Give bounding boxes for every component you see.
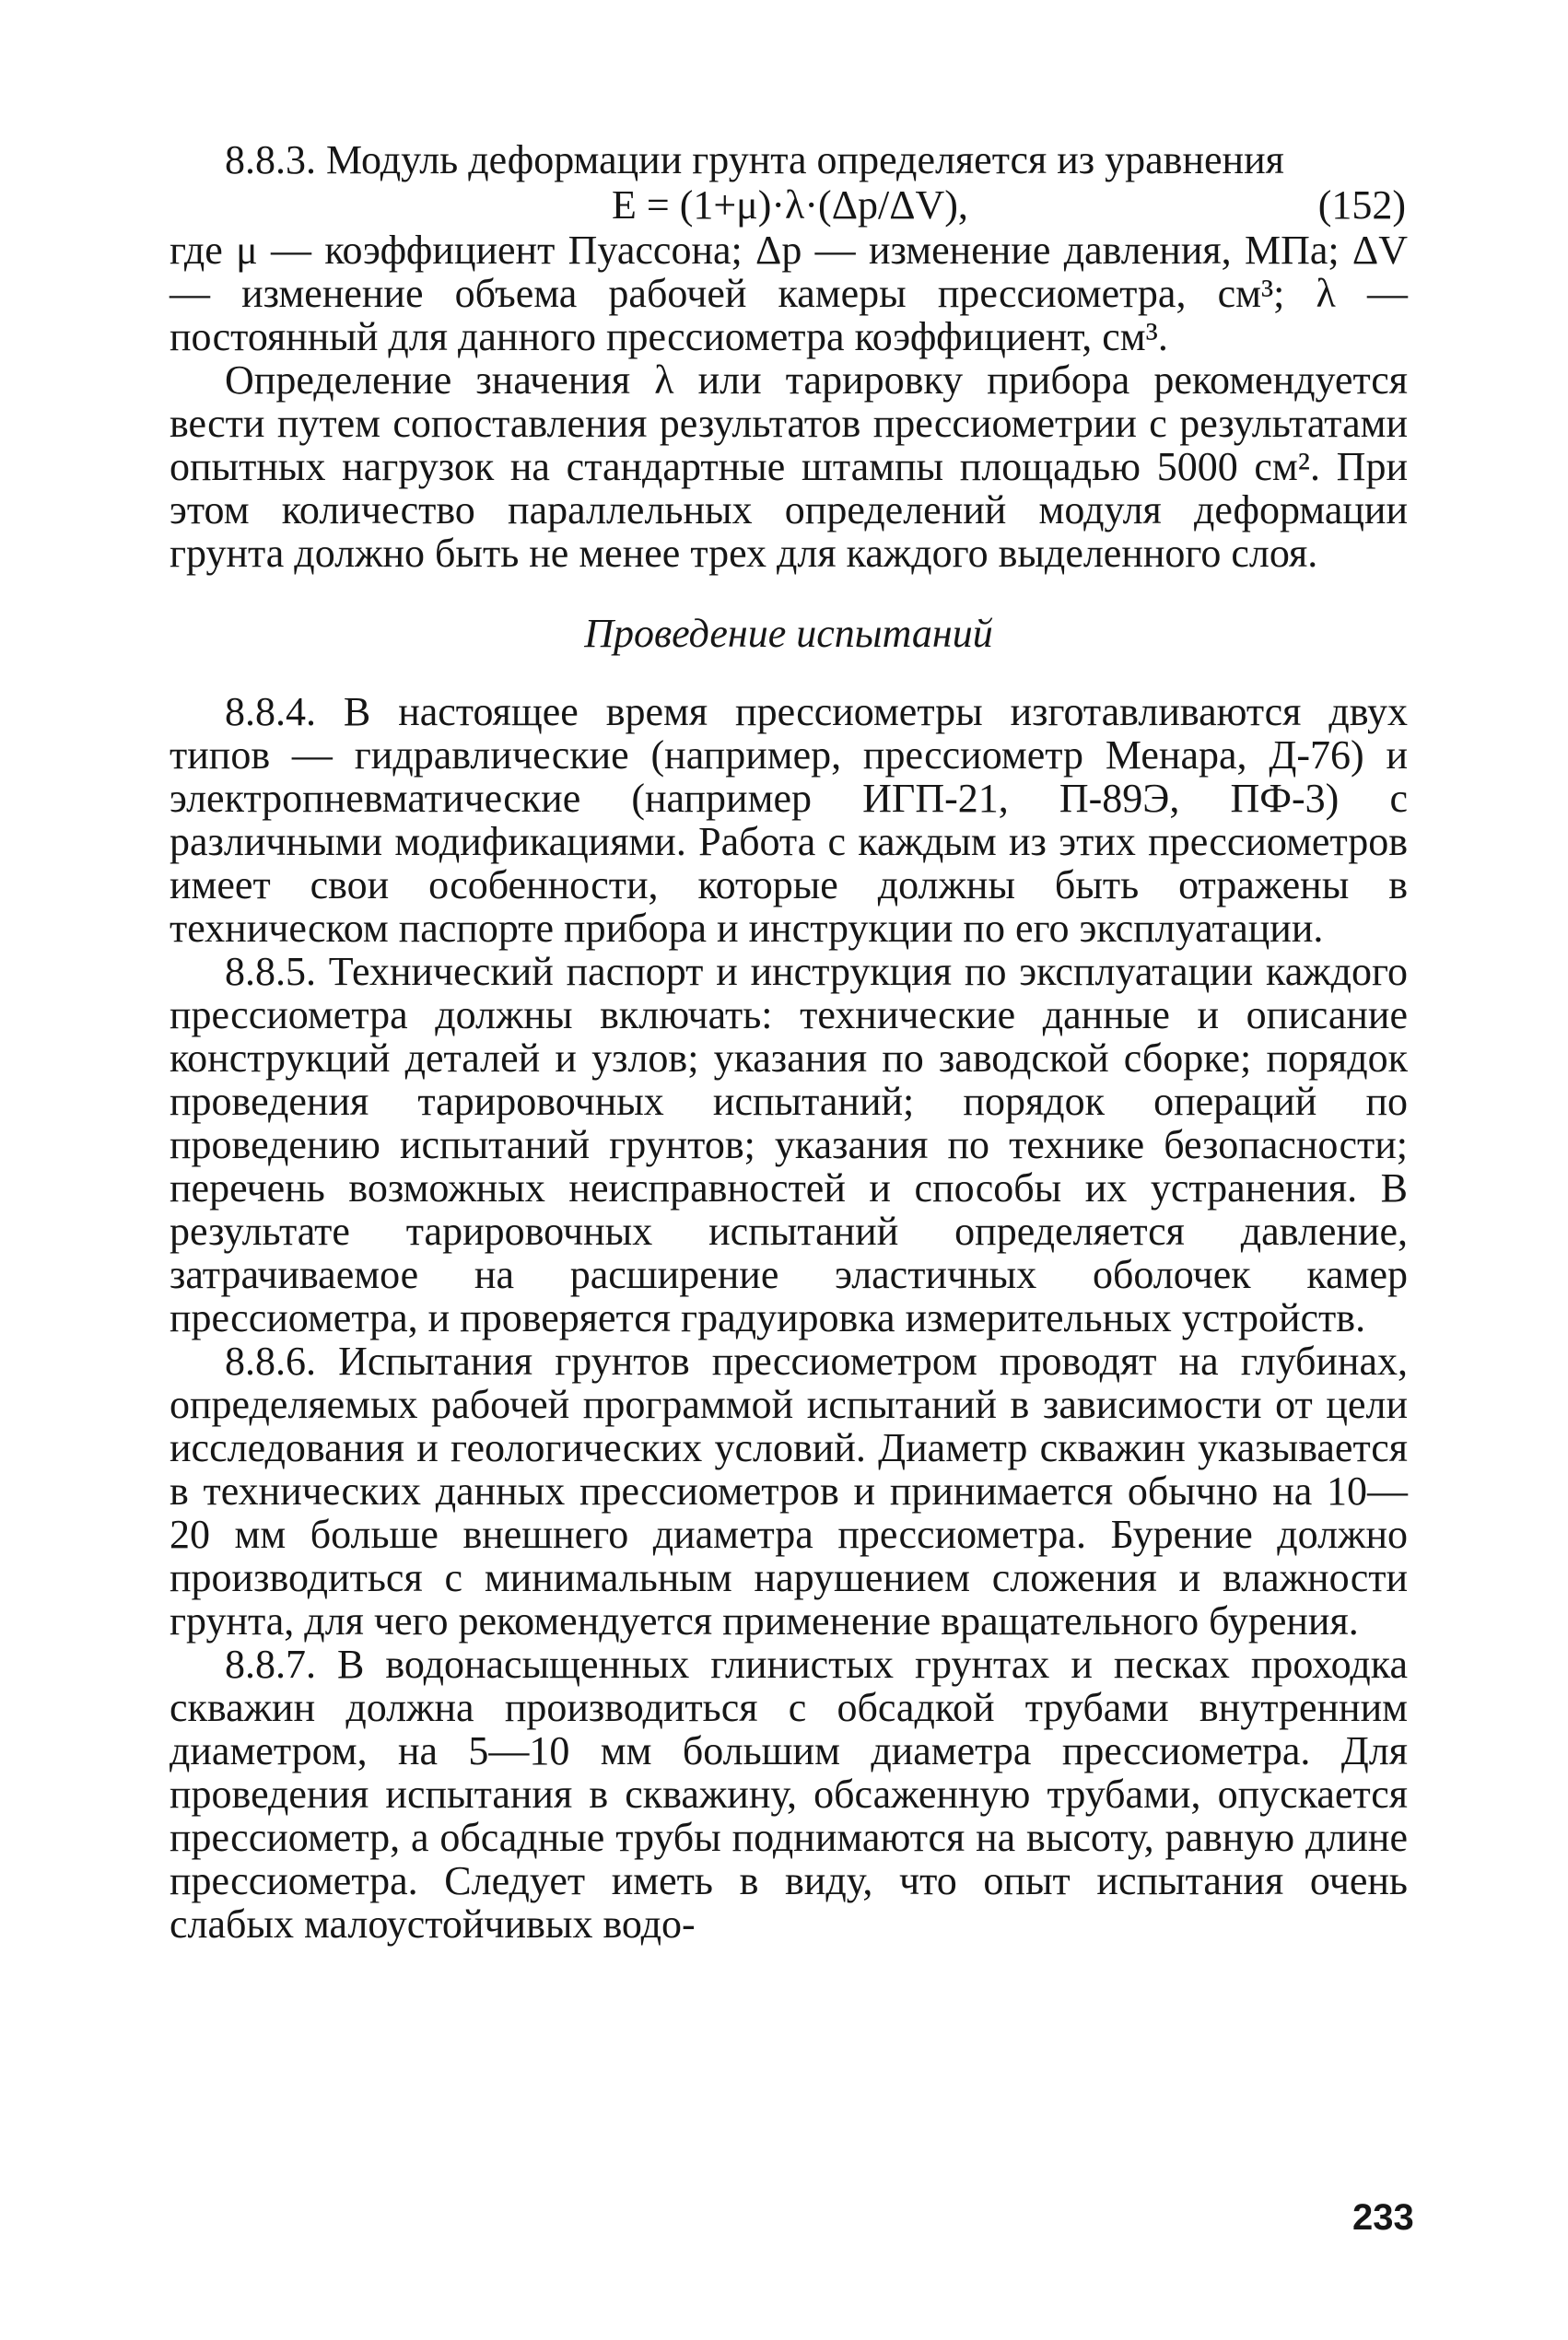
section-8-8-5: 8.8.5. Технический паспорт и инструкция по эксплуатации каждого прессиометра должны включать: технические данные и описание конструкций деталей и узлов; указания по заводской сборке; порядок проведения тарировочных испытаний; порядок операций по проведению испытаний грунтов; указания по технике безопасности; перечень возможных неисправностей и способы их устранения. В результате тарировочных испытаний определяется давление, затрачиваемое на расширение эластичных оболочек камер прессиометра, и проверяется градуировка измерительных устройств. <box>170 949 1408 1340</box>
formula-number: (152) <box>1317 182 1406 228</box>
section-8-8-4: 8.8.4. В настоящее время прессиометры изготавливаются двух типов — гидравлические (например, прессиометр Менара, Д-76) и электропневматические (например ИГП-21, П-89Э, ПФ-3) с различными модификациями. Работа с каждым из этих прессиометров имеет свои особенности, которые должны быть отражены в техническом паспорте прибора и инструкции по его эксплуатации. <box>170 689 1408 951</box>
formula-row <box>170 183 1408 227</box>
section-heading: Проведение испытаний <box>584 611 993 656</box>
section-8-8-3-intro: 8.8.3. Модуль деформации грунта определяется из уравнения <box>225 137 1284 182</box>
page-body <box>170 138 1408 1946</box>
formula-152: E = (1+μ)·λ·(Δp/ΔV), <box>612 182 968 228</box>
calibration-paragraph: Определение значения λ или тарировку прибора рекомендуется вести путем сопоставления результатов прессиометрии с результатами опытных нагрузок на стандартные штампы площадью 5000 см². При этом количество параллельных определений модуля деформации грунта должно быть не менее трех для каждого выделенного слоя. <box>170 357 1408 576</box>
formula-legend: где μ — коэффициент Пуассона; Δp — изменение давления, МПа; ΔV — изменение объема рабочей камеры прессиометра, см³; λ — постоянный для данного прессиометра коэффициент, см³. <box>170 228 1408 359</box>
section-8-8-6: 8.8.6. Испытания грунтов прессиометром проводят на глубинах, определяемых рабочей программой испытаний в зависимости от цели исследования и геологических условий. Диаметр скважин указывается в технических данных прессиометров и принимается обычно на 10—20 мм больше внешнего диаметра прессиометра. Бурение должно производиться с минимальным нарушением сложения и влажности грунта, для чего рекомендуется применение вращательного бурения. <box>170 1339 1408 1644</box>
page-number: 233 <box>1352 2197 1414 2238</box>
section-8-8-7: 8.8.7. В водонасыщенных глинистых грунтах и песках проходка скважин должна производиться с обсадкой трубами внутренним диаметром, на 5—10 мм большим диаметра прессиометра. Для проведения испытания в скважину, обсаженную трубами, опускается прессиометр, а обсадные трубы поднимаются на высоту, равную длине прессиометра. Следует иметь в виду, что опыт испытания очень слабых малоустойчивых водо- <box>170 1642 1408 1947</box>
